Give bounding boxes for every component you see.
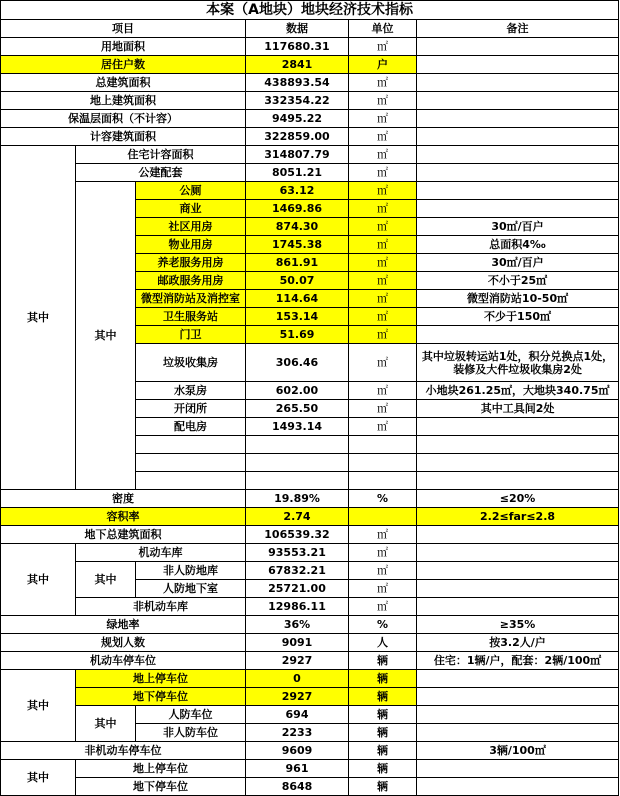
row-label: 非人防地库	[136, 562, 246, 580]
row-note	[417, 326, 619, 344]
row-label: 地上停车位	[76, 760, 246, 778]
row-label: 公厕	[136, 182, 246, 200]
table-row	[1, 92, 619, 110]
row-note	[417, 128, 619, 146]
row-label: 机动车停车位	[1, 652, 246, 670]
row-label: 开闭所	[136, 400, 246, 418]
row-value: 961	[246, 760, 349, 778]
row-value: 8051.21	[246, 164, 349, 182]
title-row	[1, 1, 619, 20]
subgroup-label: 其中	[76, 562, 136, 598]
table-row	[1, 544, 619, 562]
row-value: 306.46	[246, 344, 349, 382]
row-unit: ㎡	[349, 92, 417, 110]
table-row	[1, 146, 619, 164]
row-note: ≥35%	[417, 616, 619, 634]
row-note	[417, 562, 619, 580]
row-label: 微型消防站及消控室	[136, 290, 246, 308]
row-note	[417, 182, 619, 200]
row-note: 2.2≤far≤2.8	[417, 508, 619, 526]
row-note	[417, 454, 619, 472]
row-label: 保温层面积（不计容）	[1, 110, 246, 128]
row-value: 106539.32	[246, 526, 349, 544]
row-note	[417, 760, 619, 778]
row-label: 水泵房	[136, 382, 246, 400]
row-unit: %	[349, 490, 417, 508]
row-note: 按3.2人/户	[417, 634, 619, 652]
row-value: 874.30	[246, 218, 349, 236]
table-row	[1, 74, 619, 92]
header-row	[1, 20, 619, 38]
row-value: 861.91	[246, 254, 349, 272]
row-label: 配电房	[136, 418, 246, 436]
row-value	[246, 472, 349, 490]
row-unit: 辆	[349, 724, 417, 742]
row-label: 公建配套	[76, 164, 246, 182]
row-unit: ㎡	[349, 146, 417, 164]
row-value: 9495.22	[246, 110, 349, 128]
row-unit: ㎡	[349, 526, 417, 544]
row-note	[417, 56, 619, 74]
row-value: 9609	[246, 742, 349, 760]
row-unit: ㎡	[349, 326, 417, 344]
row-value: 2233	[246, 724, 349, 742]
row-value: 93553.21	[246, 544, 349, 562]
row-unit: ㎡	[349, 254, 417, 272]
row-note: 总面积4‰	[417, 236, 619, 254]
row-value: 314807.79	[246, 146, 349, 164]
row-label: 规划人数	[1, 634, 246, 652]
row-note: 微型消防站10-50㎡	[417, 290, 619, 308]
row-unit: ㎡	[349, 38, 417, 56]
row-value: 602.00	[246, 382, 349, 400]
row-label: 养老服务用房	[136, 254, 246, 272]
row-value: 25721.00	[246, 580, 349, 598]
row-note	[417, 706, 619, 724]
subgroup-label: 其中	[76, 182, 136, 490]
row-value: 265.50	[246, 400, 349, 418]
table-row	[1, 110, 619, 128]
table-row	[1, 526, 619, 544]
row-value: 1469.86	[246, 200, 349, 218]
group-label: 其中	[1, 544, 76, 616]
row-value	[246, 436, 349, 454]
row-label: 非机动车库	[76, 598, 246, 616]
row-value: 694	[246, 706, 349, 724]
row-unit: ㎡	[349, 598, 417, 616]
row-label: 地下总建筑面积	[1, 526, 246, 544]
row-note: 30㎡/百户	[417, 254, 619, 272]
row-value: 19.89%	[246, 490, 349, 508]
row-label: 社区用房	[136, 218, 246, 236]
row-label: 地上建筑面积	[1, 92, 246, 110]
header-note: 备注	[417, 20, 619, 38]
table-row	[1, 760, 619, 778]
row-value: 67832.21	[246, 562, 349, 580]
table-row	[1, 652, 619, 670]
table-row	[1, 56, 619, 74]
row-value: 2.74	[246, 508, 349, 526]
row-label: 物业用房	[136, 236, 246, 254]
table-row	[1, 634, 619, 652]
table-row	[1, 182, 619, 200]
table-row	[1, 598, 619, 616]
table-row	[1, 706, 619, 724]
table-row	[1, 490, 619, 508]
row-value: 12986.11	[246, 598, 349, 616]
row-unit: ㎡	[349, 110, 417, 128]
row-note	[417, 92, 619, 110]
row-label: 人防地下室	[136, 580, 246, 598]
row-unit: 辆	[349, 706, 417, 724]
row-value: 2927	[246, 688, 349, 706]
row-unit	[349, 472, 417, 490]
table-row	[1, 742, 619, 760]
row-value	[246, 454, 349, 472]
row-label: 绿地率	[1, 616, 246, 634]
header-unit: 单位	[349, 20, 417, 38]
row-note	[417, 598, 619, 616]
header-data: 数据	[246, 20, 349, 38]
table-row	[1, 778, 619, 796]
row-unit: 辆	[349, 778, 417, 796]
row-label: 地上停车位	[76, 670, 246, 688]
row-unit: ㎡	[349, 182, 417, 200]
row-label: 人防车位	[136, 706, 246, 724]
row-value: 0	[246, 670, 349, 688]
row-note	[417, 164, 619, 182]
row-label: 非人防车位	[136, 724, 246, 742]
row-unit: ㎡	[349, 580, 417, 598]
row-unit: ㎡	[349, 128, 417, 146]
row-note	[417, 580, 619, 598]
group-label: 其中	[1, 146, 76, 490]
row-unit: ㎡	[349, 164, 417, 182]
row-unit: ㎡	[349, 308, 417, 326]
row-unit: ㎡	[349, 418, 417, 436]
row-unit: ㎡	[349, 400, 417, 418]
row-value: 438893.54	[246, 74, 349, 92]
row-value: 2927	[246, 652, 349, 670]
table-row	[1, 128, 619, 146]
row-unit: %	[349, 616, 417, 634]
row-value: 153.14	[246, 308, 349, 326]
row-value: 36%	[246, 616, 349, 634]
row-note	[417, 724, 619, 742]
row-label: 垃圾收集房	[136, 344, 246, 382]
row-unit: ㎡	[349, 344, 417, 382]
row-value: 8648	[246, 778, 349, 796]
row-unit: ㎡	[349, 290, 417, 308]
row-value: 50.07	[246, 272, 349, 290]
row-note: 小地块261.25㎡，大地块340.75㎡	[417, 382, 619, 400]
row-unit: 辆	[349, 688, 417, 706]
row-note	[417, 74, 619, 92]
row-label	[136, 436, 246, 454]
row-note: 不少于150㎡	[417, 308, 619, 326]
row-unit	[349, 454, 417, 472]
row-note: 30㎡/百户	[417, 218, 619, 236]
row-note: 其中垃圾转运站1处，积分兑换点1处，装修及大件垃圾收集房2处	[417, 344, 619, 382]
row-unit: 辆	[349, 760, 417, 778]
row-note	[417, 38, 619, 56]
subgroup-label: 其中	[76, 706, 136, 742]
row-value: 2841	[246, 56, 349, 74]
row-unit: ㎡	[349, 272, 417, 290]
table-row	[1, 164, 619, 182]
row-unit	[349, 436, 417, 454]
row-label: 邮政服务用房	[136, 272, 246, 290]
row-note	[417, 146, 619, 164]
row-value: 9091	[246, 634, 349, 652]
row-unit: ㎡	[349, 236, 417, 254]
row-value: 117680.31	[246, 38, 349, 56]
row-label: 居住户数	[1, 56, 246, 74]
row-note	[417, 418, 619, 436]
row-value: 114.64	[246, 290, 349, 308]
row-unit: 户	[349, 56, 417, 74]
row-label: 机动车库	[76, 544, 246, 562]
group-label: 其中	[1, 670, 76, 742]
table-row	[1, 562, 619, 580]
row-label: 非机动车停车位	[1, 742, 246, 760]
row-note: 住宅：1辆/户，配套：2辆/100㎡	[417, 652, 619, 670]
table-title: 本案（A地块）地块经济技术指标	[1, 1, 619, 20]
row-note	[417, 778, 619, 796]
row-value: 1745.38	[246, 236, 349, 254]
row-note	[417, 670, 619, 688]
row-value: 332354.22	[246, 92, 349, 110]
row-value: 51.69	[246, 326, 349, 344]
row-label: 地下停车位	[76, 778, 246, 796]
row-note	[417, 544, 619, 562]
row-value: 63.12	[246, 182, 349, 200]
row-note: 其中工具间2处	[417, 400, 619, 418]
row-label: 商业	[136, 200, 246, 218]
row-unit: 辆	[349, 652, 417, 670]
table-row	[1, 688, 619, 706]
row-note	[417, 688, 619, 706]
table-row	[1, 616, 619, 634]
row-unit: ㎡	[349, 218, 417, 236]
row-label	[136, 454, 246, 472]
row-note	[417, 200, 619, 218]
row-unit	[349, 508, 417, 526]
group-label: 其中	[1, 760, 76, 796]
row-label: 住宅计容面积	[76, 146, 246, 164]
row-note	[417, 436, 619, 454]
table-row	[1, 508, 619, 526]
row-unit: ㎡	[349, 562, 417, 580]
row-unit: ㎡	[349, 200, 417, 218]
row-label: 总建筑面积	[1, 74, 246, 92]
row-value: 322859.00	[246, 128, 349, 146]
row-unit: 辆	[349, 670, 417, 688]
row-unit: ㎡	[349, 382, 417, 400]
table-row	[1, 38, 619, 56]
row-note	[417, 472, 619, 490]
table-row	[1, 670, 619, 688]
row-unit: 辆	[349, 742, 417, 760]
row-label: 卫生服务站	[136, 308, 246, 326]
row-label: 地下停车位	[76, 688, 246, 706]
row-label: 门卫	[136, 326, 246, 344]
row-label: 容积率	[1, 508, 246, 526]
row-unit: ㎡	[349, 74, 417, 92]
row-label	[136, 472, 246, 490]
row-unit: ㎡	[349, 544, 417, 562]
header-item: 项目	[1, 20, 246, 38]
row-note: 不小于25㎡	[417, 272, 619, 290]
row-unit: 人	[349, 634, 417, 652]
row-note	[417, 110, 619, 128]
row-note: ≤20%	[417, 490, 619, 508]
row-label: 密度	[1, 490, 246, 508]
row-label: 用地面积	[1, 38, 246, 56]
row-label: 计容建筑面积	[1, 128, 246, 146]
row-note	[417, 526, 619, 544]
row-note: 3辆/100㎡	[417, 742, 619, 760]
row-value: 1493.14	[246, 418, 349, 436]
